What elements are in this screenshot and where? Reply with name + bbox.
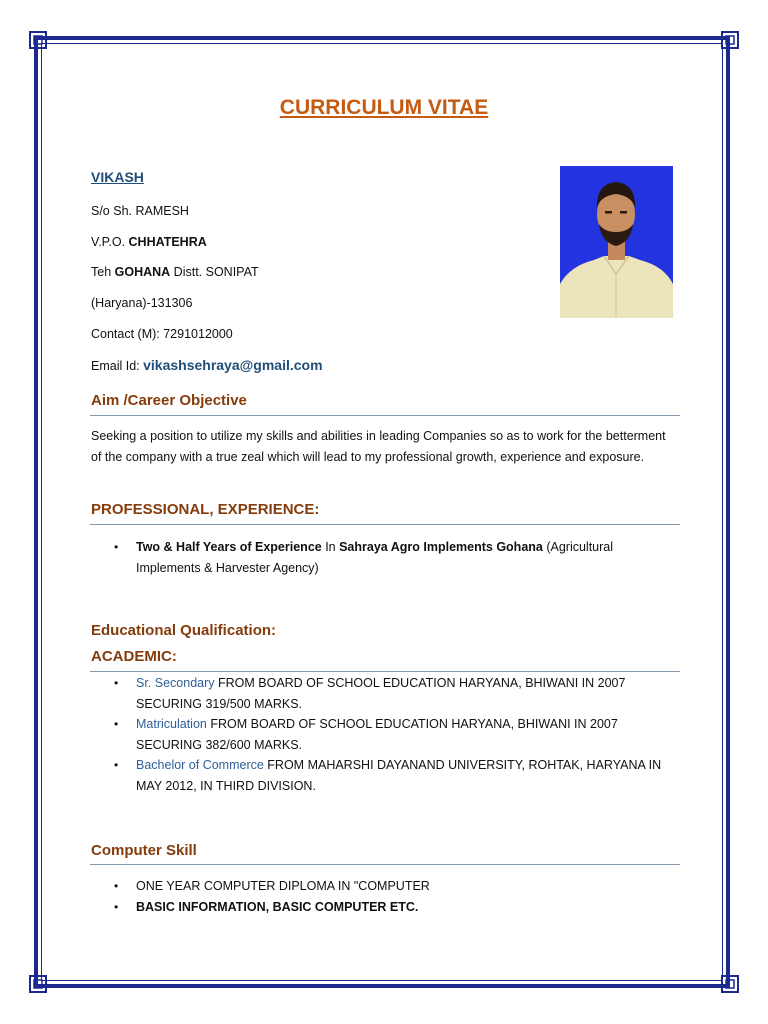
corner-ornament-icon [721,31,739,49]
bullet-icon: • [114,758,119,772]
section-divider [90,524,680,525]
candidate-name: VIKASH [91,169,144,185]
bullet-icon: • [114,676,119,690]
tehsil-line: Teh GOHANA Distt. SONIPAT [91,265,259,279]
email-line: Email Id: vikashsehraya@gmail.com [91,357,323,373]
state-pin-line: (Haryana)-131306 [91,296,193,310]
education-list [114,673,676,796]
corner-ornament-icon [721,975,739,993]
section-divider [90,671,680,672]
section-heading-skills: Computer Skill [91,842,197,859]
section-heading-objective: Aim /Career Objective [91,392,247,409]
section-divider [90,864,680,865]
experience-list [114,537,676,578]
section-subheading-academic: ACADEMIC: [91,648,177,665]
father-name-line: S/o Sh. RAMESH [91,204,189,218]
section-heading-education: Educational Qualification: [91,622,277,639]
bullet-icon: • [114,899,119,914]
objective-text: Seeking a position to utilize my skills and abilities in leading Companies so as to work for the betterment of the company with a true zeal which will lead to my professional growth, experience and exposure. [91,429,666,464]
contact-line: Contact (M): 7291012000 [91,327,233,341]
section-heading-experience: PROFESSIONAL, EXPERIENCE: [91,501,320,518]
degree-name: Sr. Secondary [136,676,215,690]
corner-ornament-icon [29,31,47,49]
profile-photo [560,166,673,318]
list-item: • Sr. Secondary FROM BOARD OF SCHOOL EDUCATION HARYANA, BHIWANI IN 2007 SECURING 319/500 MARKS. [136,673,676,714]
bullet-icon: • [114,717,119,731]
degree-name: Matriculation [136,717,207,731]
list-item: • Matriculation FROM BOARD OF SCHOOL EDUCATION HARYANA, BHIWANI IN 2007 SECURING 382/600 MARKS. [136,714,676,755]
bullet-icon: • [114,879,119,893]
skills-list [114,876,676,917]
list-item: • Two & Half Years of Experience In Sahraya Agro Implements Gohana (Agricultural Implements & Harvester Agency) [136,537,676,578]
corner-ornament-icon [29,975,47,993]
degree-name: Bachelor of Commerce [136,758,264,772]
document-title: CURRICULUM VITAE [279,96,489,119]
village-line: V.P.O. CHHATEHRA [91,235,207,249]
email-link[interactable]: vikashsehraya@gmail.com [143,357,323,373]
list-item: • BASIC INFORMATION, BASIC COMPUTER ETC. [136,897,676,918]
section-divider [90,415,680,416]
list-item: • ONE YEAR COMPUTER DIPLOMA IN "COMPUTER [136,876,676,897]
list-item: • Bachelor of Commerce FROM MAHARSHI DAYANAND UNIVERSITY, ROHTAK, HARYANA IN MAY 2012, IN THIRD DIVISION. [136,755,676,796]
bullet-icon: • [114,540,119,554]
